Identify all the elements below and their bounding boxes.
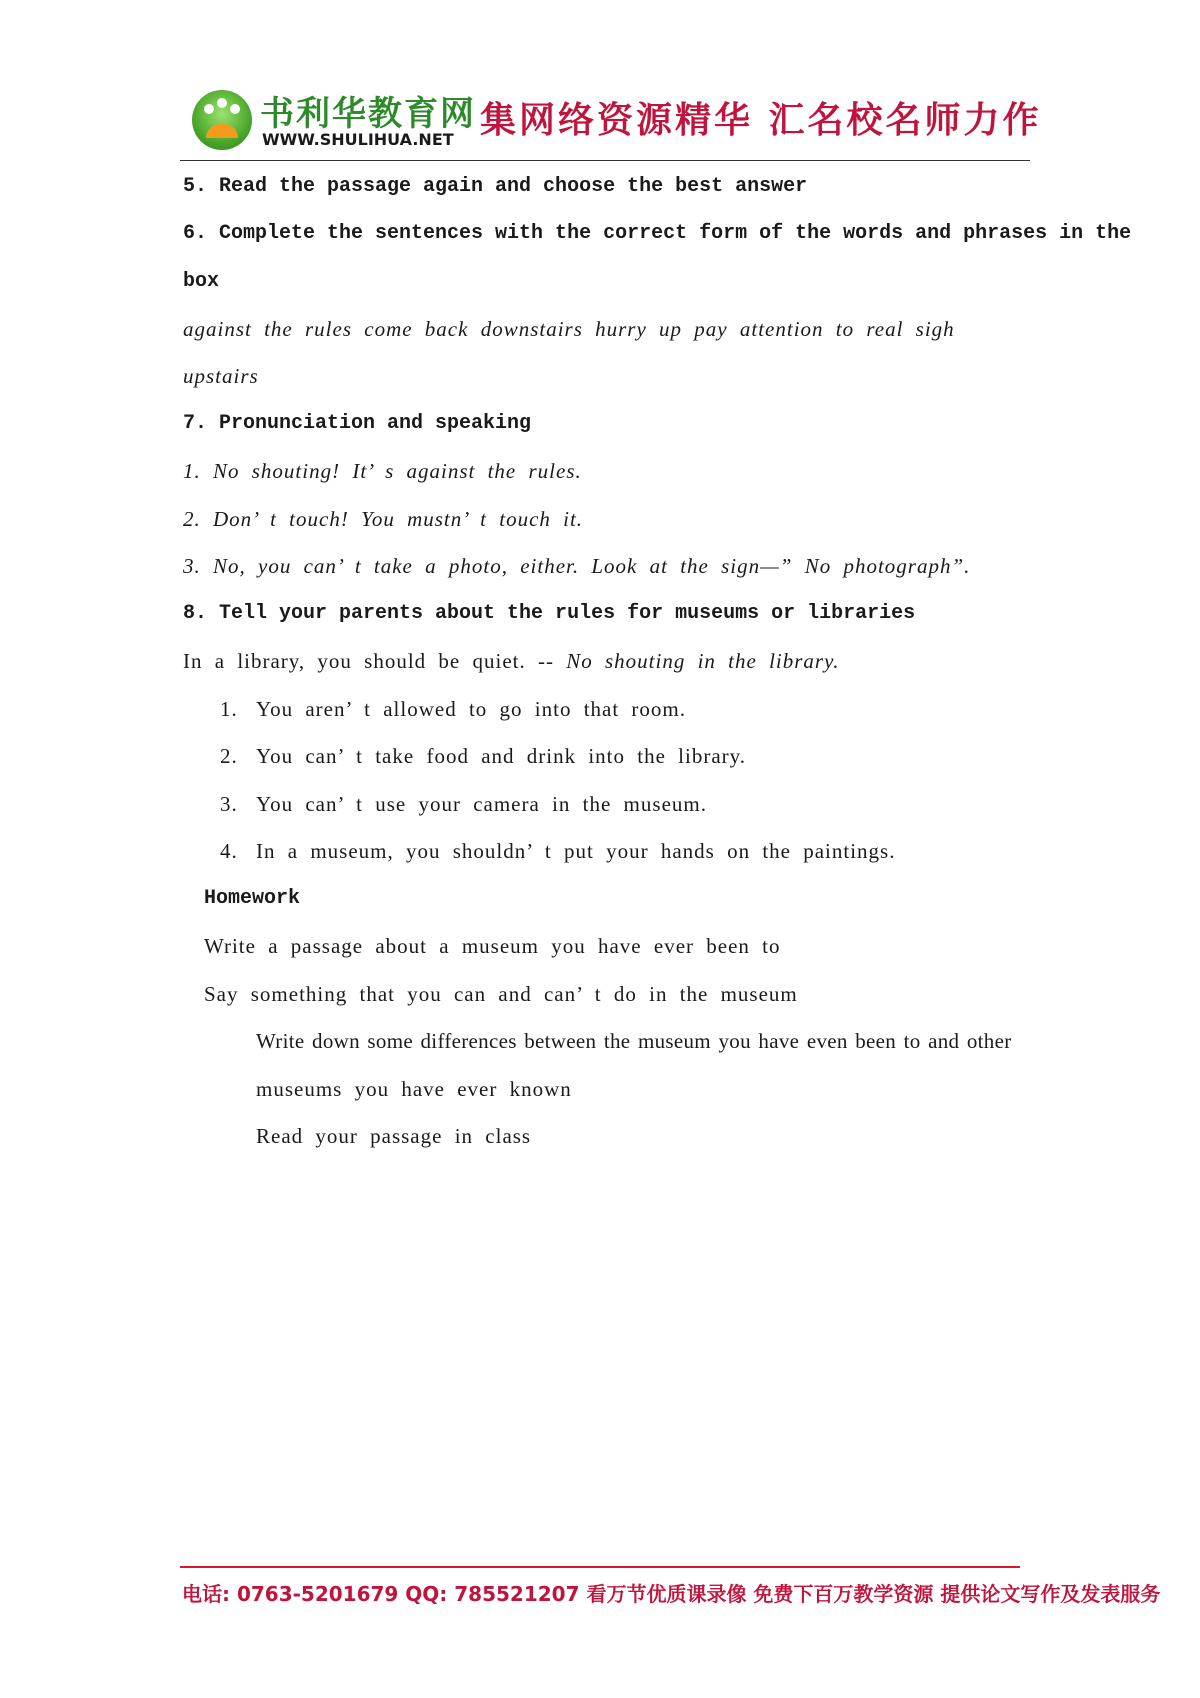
header-divider bbox=[180, 160, 1030, 161]
homework-sub-line3: Read your passage in class bbox=[256, 1124, 532, 1148]
homework-sub-line2: museums you have ever known bbox=[256, 1077, 572, 1101]
homework-item-1: Write a passage about a museum you have ever been to bbox=[204, 934, 781, 958]
rule-text: In a museum, you shouldn’ t put your hands on the paintings. bbox=[256, 839, 896, 863]
rule-number: 1. bbox=[220, 697, 238, 721]
example-separator: -- bbox=[538, 649, 554, 673]
logo-url: WWW.SHULIHUA.NET bbox=[262, 130, 454, 149]
example-italic: No shouting in the library. bbox=[566, 649, 840, 673]
pronunciation-2: 2. Don’ t touch! You mustn’ t touch it. bbox=[183, 507, 584, 531]
header-banner bbox=[180, 86, 1042, 158]
homework-sub-line1: Write down some differences between the museum you have even been to and other bbox=[256, 1029, 1012, 1053]
question-5: 5. Read the passage again and choose the best answer bbox=[183, 175, 808, 198]
question-7: 7. Pronunciation and speaking bbox=[183, 412, 532, 435]
footer-contact: 电话: 0763-5201679 QQ: 785521207 看万节优质课录像 免费下百万教学资源 提供论文写作及发表服务 bbox=[182, 1582, 1161, 1606]
homework-title: Homework bbox=[204, 887, 301, 910]
footer-divider bbox=[180, 1566, 1020, 1568]
question-6-line1: 6. Complete the sentences with the correct form of the words and phrases in the bbox=[183, 222, 1132, 245]
rule-number: 2. bbox=[220, 744, 238, 768]
question-8: 8. Tell your parents about the rules for museums or libraries bbox=[183, 602, 916, 625]
rule-text: You can’ t use your camera in the museum. bbox=[256, 792, 707, 816]
rule-text: You aren’ t allowed to go into that room. bbox=[256, 697, 687, 721]
question-6-line2: box bbox=[183, 270, 220, 293]
word-box-line2: upstairs bbox=[183, 364, 259, 388]
example-sentence bbox=[183, 649, 840, 673]
rule-number: 4. bbox=[220, 839, 238, 863]
example-text: In a library, you should be quiet. bbox=[183, 649, 526, 673]
logo-icon bbox=[192, 90, 252, 150]
rule-item bbox=[220, 744, 746, 768]
rule-item bbox=[220, 697, 686, 721]
logo-name: 书利华教育网 bbox=[260, 94, 476, 134]
word-box-line1: against the rules come back downstairs hurry up pay attention to real sigh bbox=[183, 317, 955, 341]
rule-text: You can’ t take food and drink into the library. bbox=[256, 744, 747, 768]
homework-item-2: Say something that you can and can’ t do in the museum bbox=[204, 982, 798, 1006]
rule-number: 3. bbox=[220, 792, 238, 816]
pronunciation-3: 3. No, you can’ t take a photo, either. Look at the sign—” No photograph”. bbox=[183, 554, 971, 578]
rule-item bbox=[220, 792, 707, 816]
pronunciation-1: 1. No shouting! It’ s against the rules. bbox=[183, 459, 582, 483]
header-slogan: 集网络资源精华 汇名校名师力作 bbox=[480, 100, 1042, 141]
rule-item bbox=[220, 839, 895, 863]
